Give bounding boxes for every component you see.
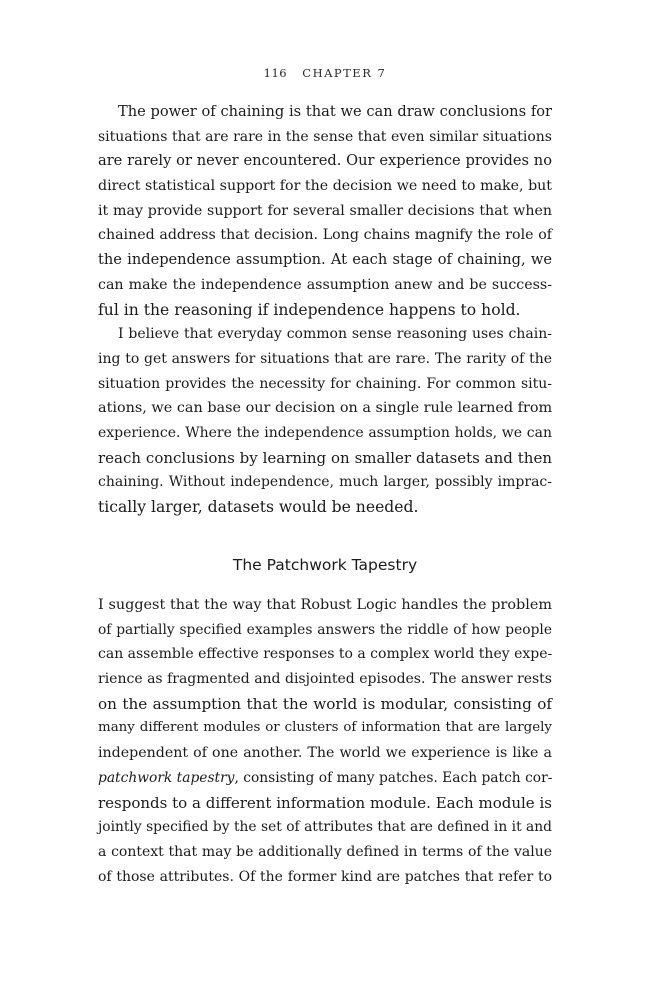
text-line: independent of one another. The world we experience is like a (98, 745, 552, 762)
text-line: ing to get answers for situations that are rare. The rarity of the (98, 350, 552, 367)
text-line: it may provide support for several smaller decisions that when (98, 202, 552, 219)
text-line: reach conclusions by learning on smaller datasets and then (98, 448, 552, 467)
paragraph-1 (98, 100, 552, 322)
text-line: the independence assumption. At each stage of chaining, we (98, 251, 552, 269)
text-line: rience as fragmented and disjointed episodes. The answer rests (98, 671, 552, 688)
running-head (98, 66, 552, 80)
text-line: ful in the reasoning if independence happens to hold. (98, 300, 521, 319)
text-line: direct statistical support for the decision we need to make, but (98, 178, 552, 195)
text-line (98, 766, 552, 791)
body-text-lower (98, 593, 552, 889)
text-line: of partially specified examples answers the riddle of how people (98, 621, 552, 638)
paragraph-3 (98, 593, 552, 889)
text-line: responds to a different information module. Each module is (98, 793, 552, 812)
section-heading: The Patchwork Tapestry (232, 556, 418, 574)
body-text-upper (98, 100, 552, 520)
text-line: many different modules or clusters of information that are largely (98, 720, 552, 736)
text-line: on the assumption that the world is modular, consisting of (98, 694, 552, 713)
text-line: can assemble effective responses to a complex world they expe- (98, 646, 553, 663)
text-line: are rarely or never encountered. Our experience provides no (98, 152, 552, 170)
chapter-label: CHAPTER 7 (302, 66, 387, 80)
italic-term: patchwork tapestry (98, 769, 235, 786)
text-line: chaining. Without independence, much larger, possibly imprac- (98, 474, 552, 491)
text-line: situations that are rare in the sense that even similar situations (98, 128, 552, 145)
text-line: I believe that everyday common sense reasoning uses chain- (118, 326, 552, 343)
text-line: experience. Where the independence assumption holds, we can (98, 424, 552, 441)
text-line: a context that may be additionally defined in terms of the value (98, 843, 552, 860)
text-line: can make the independence assumption anew and be success- (98, 276, 552, 293)
text-line: situation provides the necessity for chaining. For common situ- (98, 375, 552, 392)
paragraph-2 (98, 322, 552, 520)
text-line: ations, we can base our decision on a single rule learned from (98, 400, 553, 417)
text-line: tically larger, datasets would be needed. (98, 498, 419, 516)
text-line: I suggest that the way that Robust Logic handles the problem (98, 597, 552, 613)
text-line: jointly specified by the set of attributes that are defined in it and (98, 819, 552, 836)
text-line-rest: , consisting of many patches. Each patch cor- (234, 769, 553, 786)
text-line: of those attributes. Of the former kind are patches that refer to (98, 868, 552, 885)
text-line: The power of chaining is that we can draw conclusions for (118, 103, 552, 120)
text-line: chained address that decision. Long chains magnify the role of (98, 227, 552, 244)
page-number: 116 (263, 66, 288, 80)
